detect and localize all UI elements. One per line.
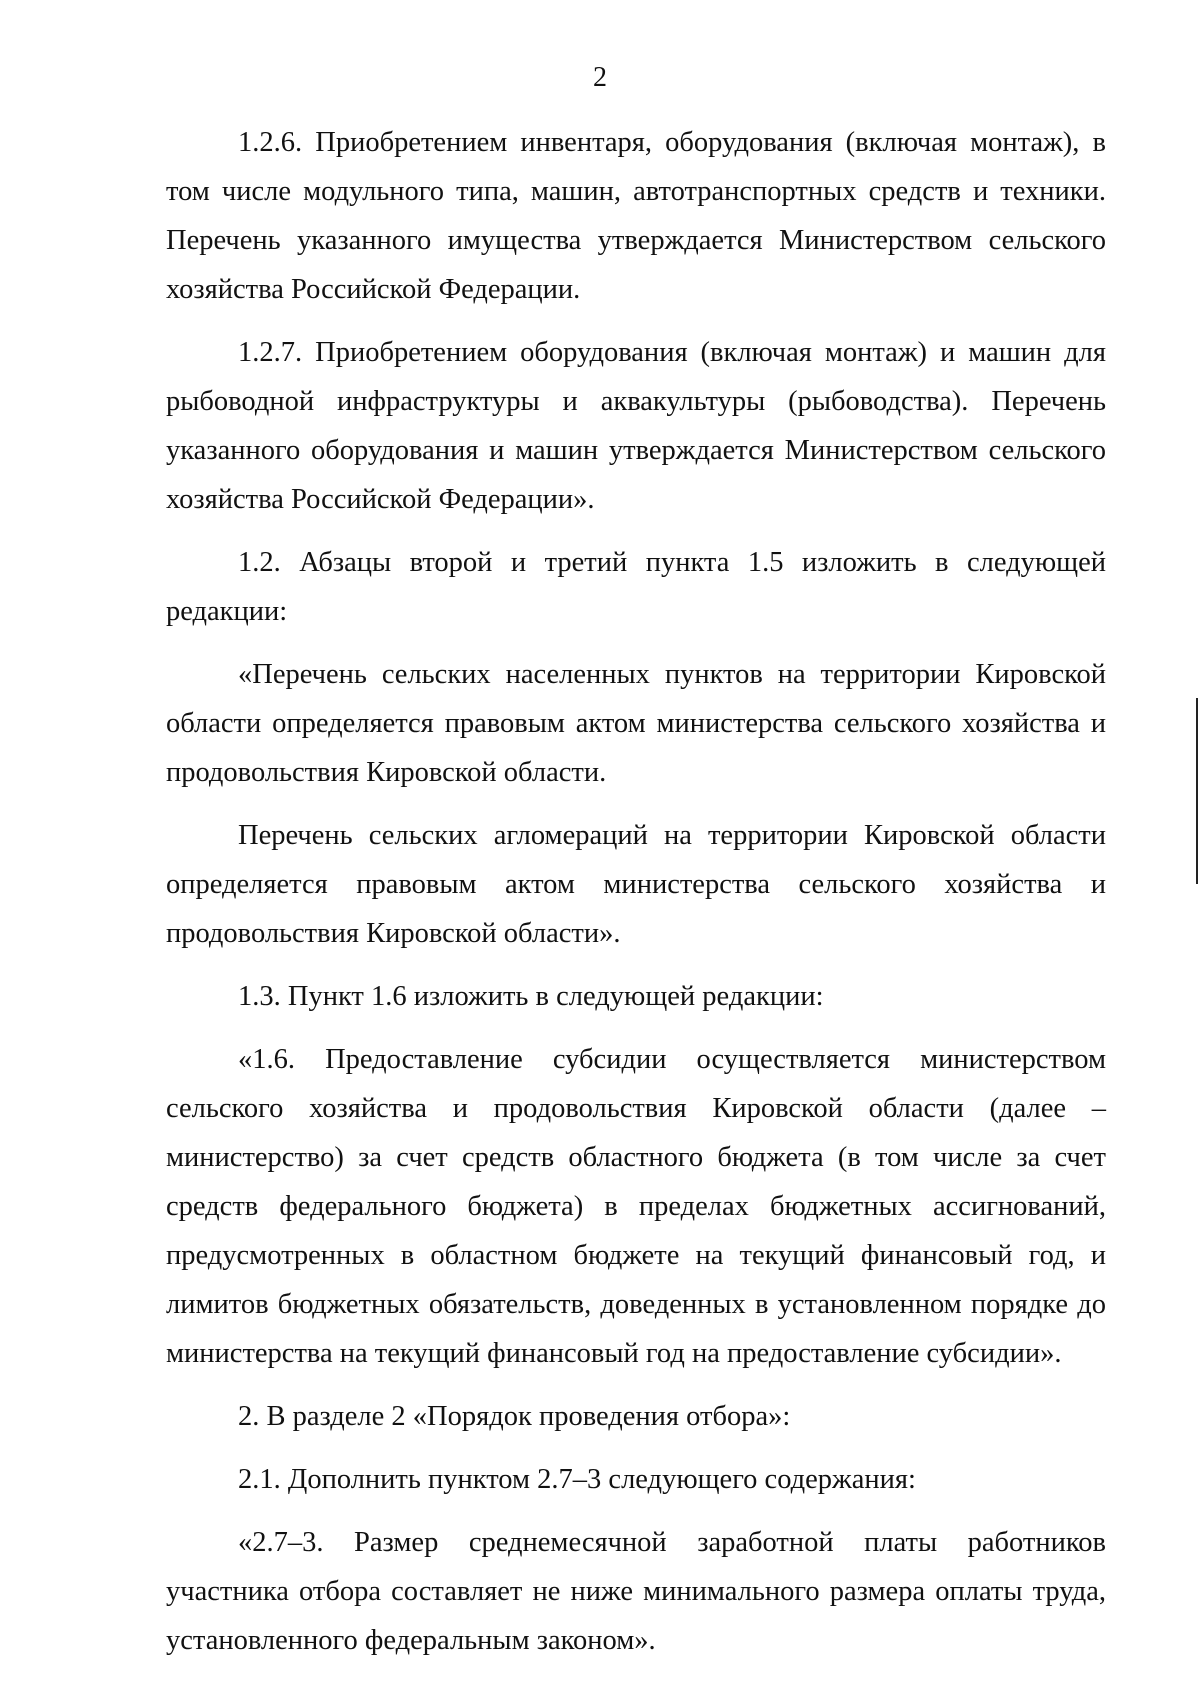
paragraph-quote-settlements: «Перечень сельских населенных пунктов на территории Кировской области определяется правовым актом министерства сельского хозяйства и продовольствия Кировской области.: [166, 659, 1106, 788]
paragraph-1-2-7: 1.2.7. Приобретением оборудования (включая монтаж) и машин для рыбоводной инфраструктуры и аквакультуры (рыбоводства). Перечень указанного оборудования и машин утверждается Министерством сельского хозяйства Российской Федерации».: [166, 337, 1106, 515]
paragraph-1-3: 1.3. Пункт 1.6 изложить в следующей редакции:: [238, 981, 824, 1012]
paragraph-quote-1-6: «1.6. Предоставление субсидии осуществляется министерством сельского хозяйства и продовольствия Кировской области (далее – министерство) за счет средств областного бюджета (в том числе за счет средств федерального бюджета) в пределах бюджетных ассигнований, предусмотренных в областном бюджете на текущий финансовый год, и лимитов бюджетных обязательств, доведенных в установленном порядке до министерства на текущий финансовый год на предоставление субсидии».: [166, 1044, 1106, 1369]
paragraph-1-2: 1.2. Абзацы второй и третий пункта 1.5 изложить в следующей редакции:: [166, 547, 1106, 627]
scan-edge-mark: [1196, 698, 1198, 884]
paragraph-agglomerations: Перечень сельских агломераций на территории Кировской области определяется правовым актом министерства сельского хозяйства и продовольствия Кировской области».: [166, 820, 1106, 949]
paragraph-quote-2-7-3: «2.7–3. Размер среднемесячной заработной платы работников участника отбора составляет не ниже минимального размера оплаты труда, установленного федеральным законом».: [166, 1527, 1106, 1656]
paragraph-2-1: 2.1. Дополнить пунктом 2.7–3 следующего содержания:: [238, 1464, 916, 1495]
document-body: [166, 118, 1106, 1679]
page-number: 2: [593, 62, 607, 93]
paragraph-section-2: 2. В разделе 2 «Порядок проведения отбора»:: [238, 1401, 791, 1432]
paragraph-1-2-6: 1.2.6. Приобретением инвентаря, оборудования (включая монтаж), в том числе модульного типа, машин, автотранспортных средств и техники. Перечень указанного имущества утверждается Министерством сельского хозяйства Российской Федерации.: [166, 127, 1106, 305]
